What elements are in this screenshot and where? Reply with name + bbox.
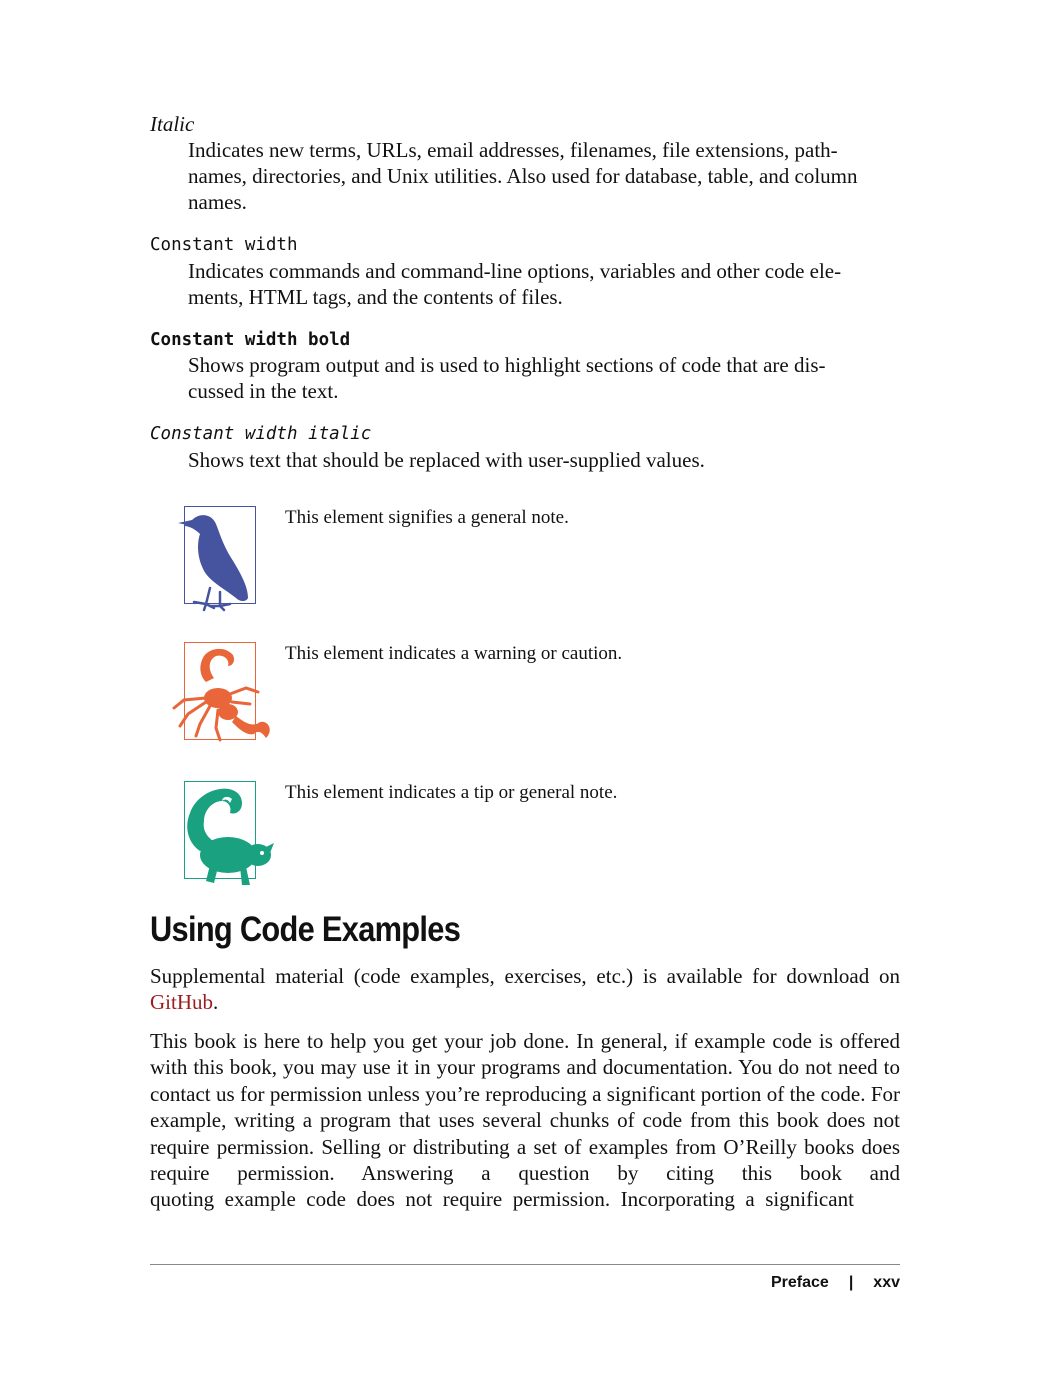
term-italic: Italic — [150, 112, 195, 136]
definition-italic: Indicates new terms, URLs, email addresses, filenames, file extensions, path- names, directories, and Unix utilities. Also used for database, table, and column names. — [188, 138, 858, 214]
lemur-icon — [170, 781, 280, 896]
book-page — [150, 0, 900, 1378]
tip-admonition — [170, 781, 900, 901]
footer-rule — [150, 1264, 900, 1265]
section-heading: Using Code Examples — [150, 910, 461, 949]
paragraph-permission: This book is here to help you get your job done. In general, if example code is offered with this book, you may use it in your programs and documentation. You do not need to contact us for permission unless you’re reproducing a significant portion of the code. For example, writing a program that uses several chunks of code from this book does not require permission. Selling or distributing a set of examples from O’Reilly books does require permission. Answering a question by citing this book and quoting example code does not require permission. Incorporating a significant — [150, 1029, 900, 1212]
paragraph-supplemental-end: . — [213, 990, 219, 1015]
note-admonition — [170, 506, 900, 626]
paragraph-supplemental-text: Supplemental material (code examples, exercises, etc.) is available for download on — [150, 964, 900, 988]
tip-text: This element indicates a tip or general note. — [285, 782, 618, 803]
paragraph-supplemental — [150, 963, 900, 1016]
definition-constant-width: Indicates commands and command-line options, variables and other code ele- ments, HTML tags, and the contents of files. — [188, 259, 842, 309]
page-footer — [771, 1271, 900, 1295]
warning-text: This element indicates a warning or caution. — [285, 643, 623, 664]
warning-admonition — [170, 642, 900, 762]
footer-separator: | — [848, 1274, 854, 1291]
github-link[interactable]: GitHub — [150, 990, 213, 1015]
term-constant-width: Constant width — [150, 235, 298, 255]
page-number: xxv — [873, 1274, 900, 1291]
definition-constant-width-bold: Shows program output and is used to highlight sections of code that are dis- cussed in the text. — [188, 353, 826, 403]
term-constant-width-bold: Constant width bold — [150, 330, 351, 350]
definition-constant-width-italic: Shows text that should be replaced with user-supplied values. — [188, 448, 705, 472]
crow-icon — [170, 506, 270, 616]
term-constant-width-italic: Constant width italic — [150, 424, 372, 444]
scorpion-icon — [170, 642, 280, 752]
footer-section: Preface — [770, 1274, 829, 1291]
note-text: This element signifies a general note. — [285, 507, 569, 528]
